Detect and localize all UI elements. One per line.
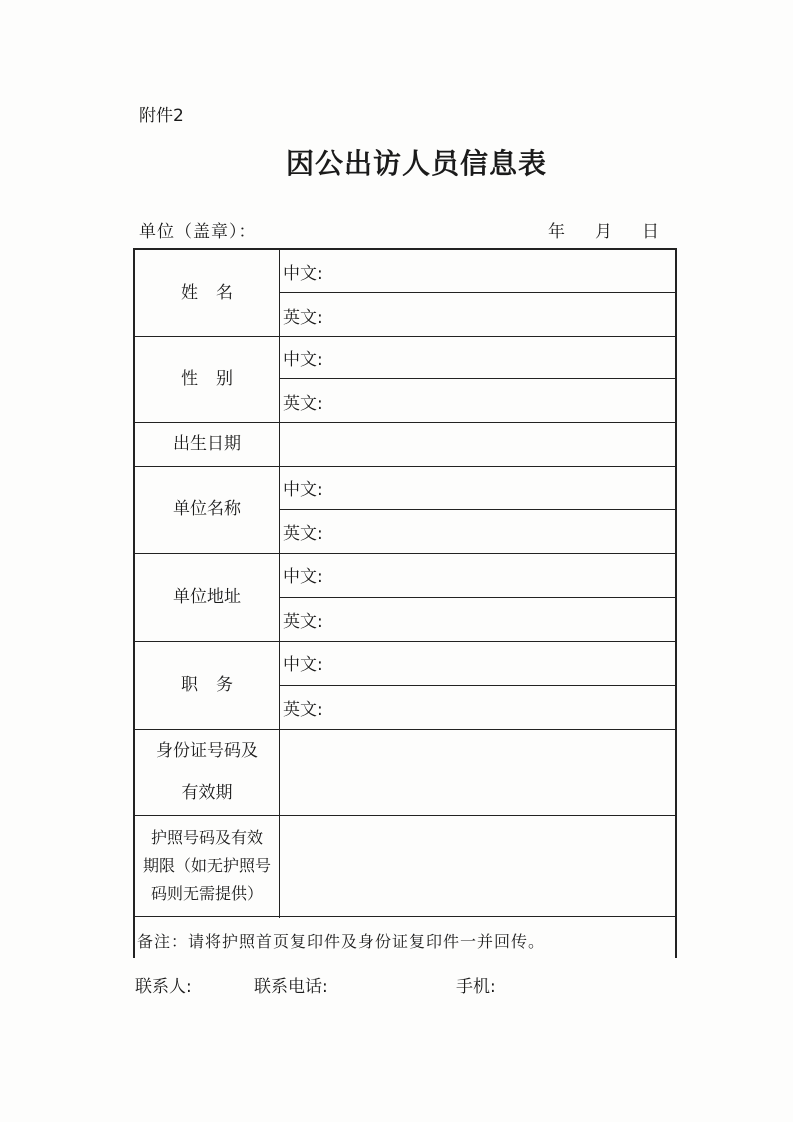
org-name-cn-field[interactable]: 中文: xyxy=(283,479,323,500)
row-line xyxy=(279,597,675,598)
mobile-label: 手机: xyxy=(456,977,496,997)
date-month: 月 xyxy=(595,222,612,242)
row-line xyxy=(279,378,675,379)
label-birth-date: 出生日期 xyxy=(173,433,241,454)
column-divider xyxy=(279,250,280,918)
row-line xyxy=(279,509,675,510)
row-line xyxy=(279,685,675,686)
contact-phone-label: 联系电话: xyxy=(254,977,328,997)
label-position: 职务 xyxy=(181,674,251,695)
label-org-name: 单位名称 xyxy=(173,499,241,520)
name-en-field[interactable]: 英文: xyxy=(283,307,323,328)
date-day: 日 xyxy=(642,222,659,242)
page-title: 因公出访人员信息表 xyxy=(285,147,547,180)
contact-person-label: 联系人: xyxy=(135,977,192,997)
label-passport xyxy=(135,815,279,916)
label-org-address: 单位地址 xyxy=(173,586,241,607)
unit-seal-label: 单位（盖章）： xyxy=(139,222,257,242)
date-line xyxy=(548,217,659,242)
label-id-line2: 有效期 xyxy=(181,783,233,803)
name-cn-field[interactable]: 中文: xyxy=(283,263,323,284)
label-passport-line2: 期限（如无护照号 xyxy=(142,855,271,875)
label-passport-line1: 护照号码及有效 xyxy=(150,827,263,847)
row-line xyxy=(135,916,675,917)
label-id-line1: 身份证号码及 xyxy=(156,740,258,761)
remark-note: 备注：请将护照首页复印件及身份证复印件一并回传。 xyxy=(137,931,546,951)
gender-cn-field[interactable]: 中文: xyxy=(283,349,323,370)
org-addr-cn-field[interactable]: 中文: xyxy=(283,566,323,587)
position-cn-field[interactable]: 中文: xyxy=(283,654,323,675)
position-en-field[interactable]: 英文: xyxy=(283,699,323,720)
label-gender: 性别 xyxy=(181,368,251,389)
label-passport-line3: 码则无需提供） xyxy=(150,883,263,903)
gender-en-field[interactable]: 英文: xyxy=(283,393,323,414)
label-id-card xyxy=(135,729,279,815)
date-year: 年 xyxy=(548,222,565,242)
row-line xyxy=(279,292,675,293)
info-form-table xyxy=(133,248,677,958)
attachment-label: 附件2 xyxy=(139,106,184,126)
org-addr-en-field[interactable]: 英文: xyxy=(283,611,323,632)
label-name: 姓名 xyxy=(181,282,251,303)
org-name-en-field[interactable]: 英文: xyxy=(283,523,323,544)
